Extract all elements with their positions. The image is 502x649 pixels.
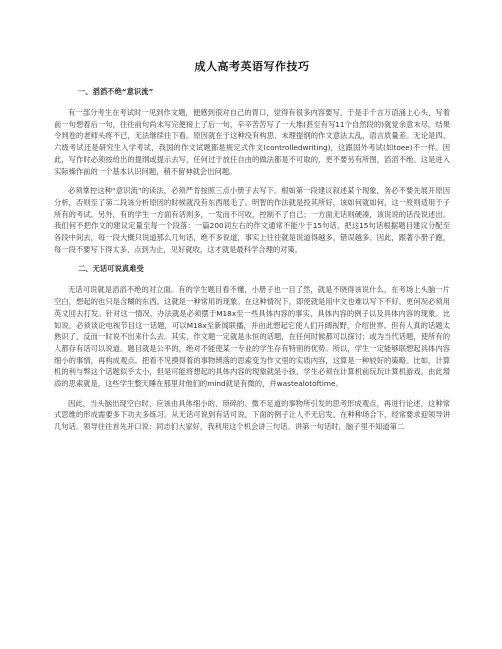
body-paragraph: 有一部分考生在考试时一见到作文题，便感到很对自己的胃口，觉得有很多内容要写，于是手千言万语涌上心头，写着前一句想着后一句，往往前句尚未写完便接上了后一句，辛辛苦苦写了一大堆(甚至有写11个自然段的)就觉余意未尽。结果令判卷的老师头疼不已，无法继续往下看。原因就在于这种没有构思、未理提纲的作文意法太乱，语言质量差。无论是四、六级考试还是研究生入学考试，我国的作文试题都是规定式作文(controlledwriting)，这跟国外考试(如toee)不一样。因此，写作时必须按给出的提纲或提示去写，任何过于放任自由的做法都是不可取的，更不要另有所图，滔滔不绝。这是进入实际操作前的一个基本认识问题，稍不留神就会出问题。	[54, 108, 450, 176]
spacer	[54, 274, 450, 284]
spacer	[54, 255, 450, 263]
body-paragraph: 必须掌控这种“意识流”的读法，必须严肯按照三点小册子去写下。根如第一段建议叙述某个现象，务必不要先展开原因分析，否则至了第二段该分析原因的时候就没有东西展毛了。明智的作法就是投其所好，该如何就如何，这一原则适用于子所有的考试。另外，有的学生一方面有话则多，一发而不可收，控制不了自己；一方面无话则硬凑，该说说的话没说述出。我们何不把作文的建议定量至每一个段落：一篇200词左右的作文通常不能少于15句话，把这15句话根据题目建议分配至各段中间去，每一段大概只说道那么几句话，绝不多说道，事实上往往就是说道得越多，错误越多。因此，跟著小册子跑，每一段不要写下得太多，点到为止，见好就收，这才就是最科学合理的对策。	[54, 186, 450, 254]
spacer	[54, 177, 450, 185]
section-heading: 一、滔滔不绝“意识流”	[78, 87, 154, 96]
body-paragraph: 因此，当头脑出现空白时，应该由具体细小的、琐碎的、微不足道的事物所引发的思考形成观点，再进行论述，这种常式思维的形成需要多下功夫多练习。从无话可说到有话可说，下面的例子让人不无启发。在种种场合下，经常要求迎领导讲几句话。领导往往首先开口说：同志们大家好，我利用这个机会讲三句话。讲第一句话时，脑子里不知道第二	[54, 398, 450, 432]
spacer	[54, 97, 450, 107]
document-title: 成人高考英语写作技巧	[194, 60, 310, 73]
section-heading: 二、无话可说真难受	[78, 264, 144, 274]
spacer	[54, 390, 450, 398]
body-paragraph: 无话可说就是滔滔不绝的对立面。有的学生题目看不懂，小册子也一目了然，就是不晓得该说什么，在考场上头脑一片空白，想起的也只是含糊的东西。这就是一种常用的现象。在这种情况下，即使就是用中文也难以写下不好，更何况必须用英文回去打发。针对这一情况，办法就是必须摆于M18x至一些具体内容的事实、具体内容的例子以及具体内容的现象。比如说，必须谈论电视节目这一话题，可以M18x至新闻联播，并由此想起它使人们开阔视野，介绍世界。但有人真的话题太熟识了，反而一时说不出来什么去。其实，作文题一定就是永恒的话题，在任何时候都可以探讨；或为当代话题，使所有的人都存有话可以说道。题目就是公平的，绝对不能使某一专业的学生存有特别的优势。所以，学生一定能够联想起具体内容细小的事情，再构成观点。把看不见摸得着的事物辨落的思索变为作文里的实质内容，这算是一种较好的策略。比如，计算机的利与弊这个话题似乎太小，但是可能将想起的具体内容的现象就是小孩、学生必须在计算机前玩玩计算机游戏。由此增添的思索就是，这些学生整天睡在那里对他们的mind就是有微的，并wastealotoftime。	[54, 285, 450, 389]
